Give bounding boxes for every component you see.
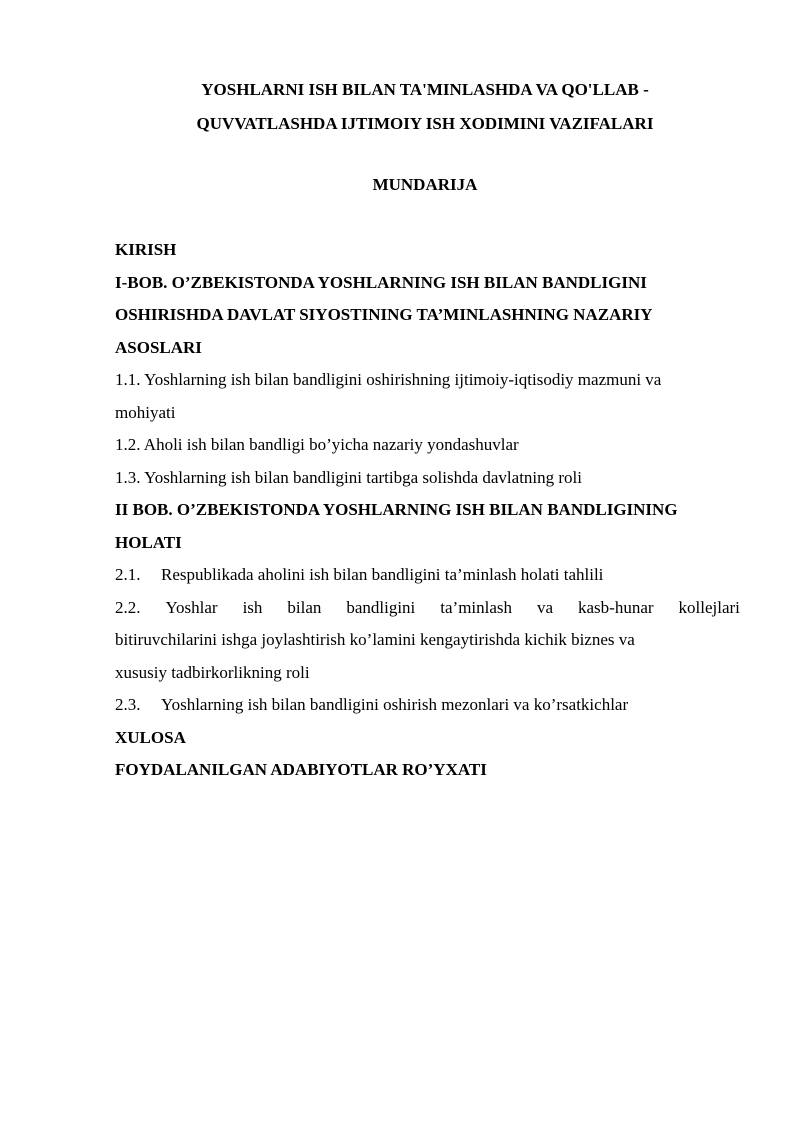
toc-chapter-2-line-2: HOLATI: [115, 532, 182, 552]
toc-item-1-1-line-1: 1.1. Yoshlarning ish bilan bandligini oshirishning ijtimoiy-iqtisodiy mazmuni va: [115, 370, 662, 389]
toc-item-2-2-word: bandligini: [346, 597, 416, 617]
table-of-contents: [115, 234, 740, 787]
toc-item-2-2-word: bilan: [287, 597, 322, 617]
toc-chapter-1-line-2: OSHIRISHDA DAVLAT SIYOSTINING TA’MINLASHNING NAZARIY: [115, 305, 653, 324]
toc-item-2-1-number: 2.1.: [115, 565, 141, 584]
toc-conclusion: XULOSA: [115, 727, 186, 747]
toc-item-2-1: [115, 559, 740, 592]
toc-item-2-2-word: va: [537, 597, 554, 617]
toc-item-2-3: [115, 689, 740, 722]
document-title: [110, 73, 740, 141]
toc-item-2-2-word: ta’minlash: [440, 597, 513, 617]
toc-item-2-3-text: Yoshlarning ish bilan bandligini oshirish mezonlari va ko’rsatkichlar: [161, 695, 629, 714]
toc-item-2-2-line-3: xususiy tadbirkorlikning roli: [115, 662, 310, 682]
toc-item-2-2-line-2: bitiruvchilarini ishga joylashtirish ko’lamini kengaytirishda kichik biznes va: [115, 630, 635, 649]
toc-item-1-2: 1.2. Aholi ish bilan bandligi bo’yicha nazariy yondashuvlar: [115, 435, 519, 454]
toc-chapter-2-line-1: II BOB. O’ZBEKISTONDA YOSHLARNING ISH BILAN BANDLIGINING: [115, 500, 678, 519]
toc-item-2-2-line-1: [115, 592, 740, 625]
toc-item-1-1-line-2: mohiyati: [115, 402, 176, 422]
toc-item-2-3-number: 2.3.: [115, 695, 141, 714]
toc-item-2-2-word: kasb-hunar: [578, 597, 654, 617]
toc-chapter-1-line-1: I-BOB. O’ZBEKISTONDA YOSHLARNING ISH BILAN BANDLIGINI: [115, 272, 647, 292]
toc-item-2-1-text: Respublikada aholini ish bilan bandligini ta’minlash holati tahlili: [161, 565, 604, 584]
toc-item-1-3: 1.3. Yoshlarning ish bilan bandligini tartibga solishda davlatning roli: [115, 467, 582, 487]
toc-item-2-2-word: Yoshlar: [165, 597, 218, 617]
toc-chapter-1-line-3: ASOSLARI: [115, 337, 202, 357]
toc-intro: KIRISH: [115, 240, 177, 259]
contents-heading: MUNDARIJA: [372, 175, 478, 194]
title-line-2: QUVVATLASHDA IJTIMOIY ISH XODIMINI VAZIFALARI: [196, 114, 654, 133]
toc-item-2-2-word: kollejlari: [678, 597, 740, 617]
toc-references: FOYDALANILGAN ADABIYOTLAR RO’YXATI: [115, 760, 487, 779]
title-line-1: YOSHLARNI ISH BILAN TA'MINLASHDA VA QO'LLAB -: [201, 80, 649, 99]
toc-item-2-2-word: ish: [242, 597, 263, 617]
toc-item-2-2-number: 2.2.: [115, 597, 141, 617]
